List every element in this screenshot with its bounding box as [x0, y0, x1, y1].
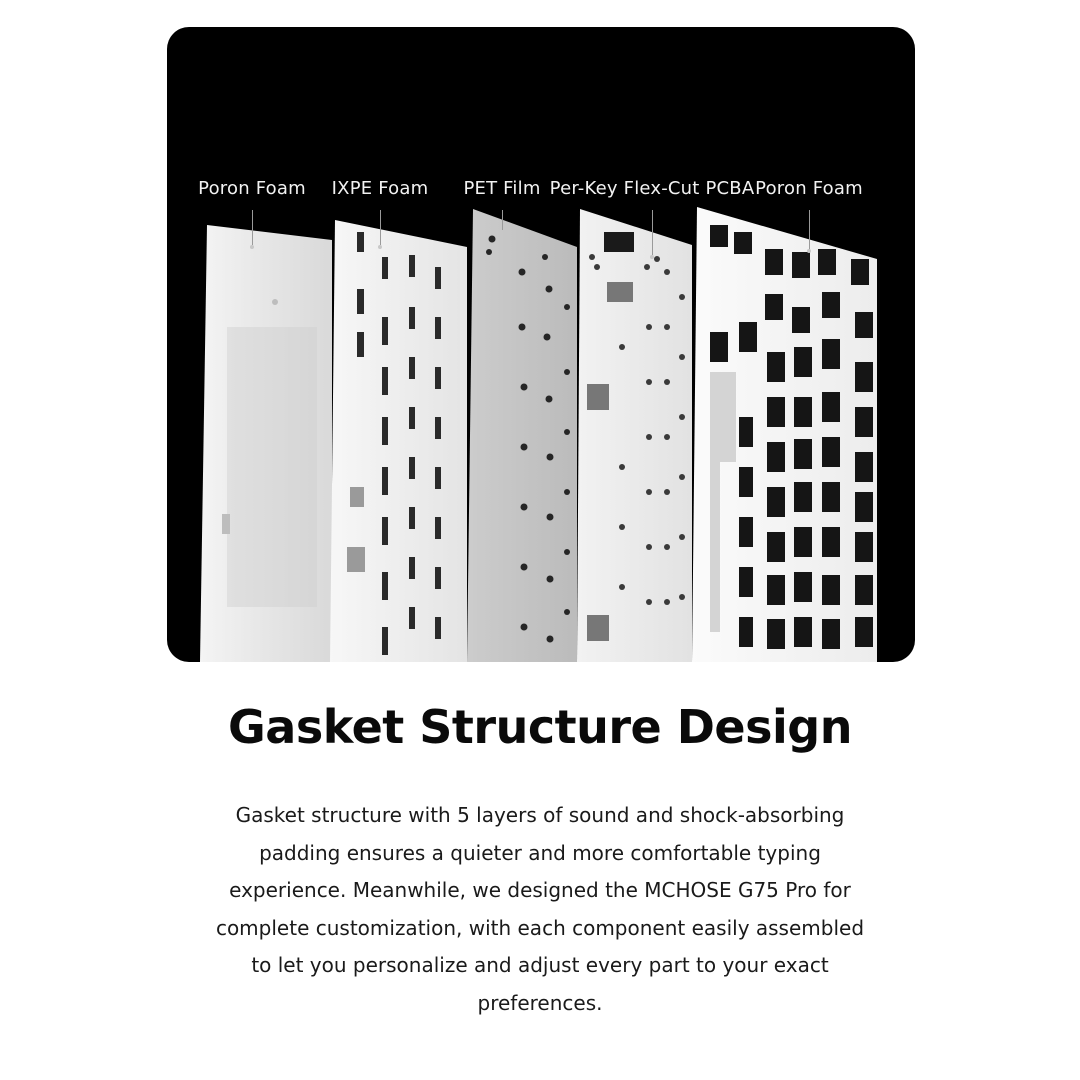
layer-pet-film	[467, 209, 577, 662]
layer-pcba	[577, 209, 692, 662]
layer-label-poron-foam-2: Poron Foam	[755, 178, 863, 199]
section-description: Gasket structure with 5 layers of sound and shock-absorbing padding ensures a quieter and more comfortable typing experience. Meanwhile, we designed the MCHOSE G75 Pro for complete customization, with each component easily assembled to let you personalize and adjust every part to your exact preferences.	[215, 803, 865, 1015]
section-title: Gasket Structure Design	[228, 700, 852, 754]
exploded-layers-graphic	[167, 27, 915, 662]
layer-label-poron-foam-1: Poron Foam	[198, 178, 306, 199]
leader-dot-5	[807, 249, 811, 253]
layer-label-pcba: Per-Key Flex-Cut PCBA	[549, 178, 755, 199]
leader-dot-4	[650, 255, 654, 259]
layer-poron-foam-1	[200, 225, 332, 662]
leader-line-5	[809, 210, 810, 250]
leader-line-2	[380, 210, 381, 245]
leader-line-4	[652, 210, 653, 255]
layer-ixpe-foam	[330, 220, 467, 662]
leader-line-3	[502, 210, 503, 230]
layer-label-pet-film: PET Film	[463, 178, 541, 199]
leader-line-1	[252, 210, 253, 245]
layers-illustration	[167, 27, 915, 662]
leader-dot-2	[378, 245, 382, 249]
layer-label-ixpe-foam: IXPE Foam	[331, 178, 429, 199]
leader-dot-1	[250, 245, 254, 249]
layer-poron-foam-2	[692, 207, 877, 662]
